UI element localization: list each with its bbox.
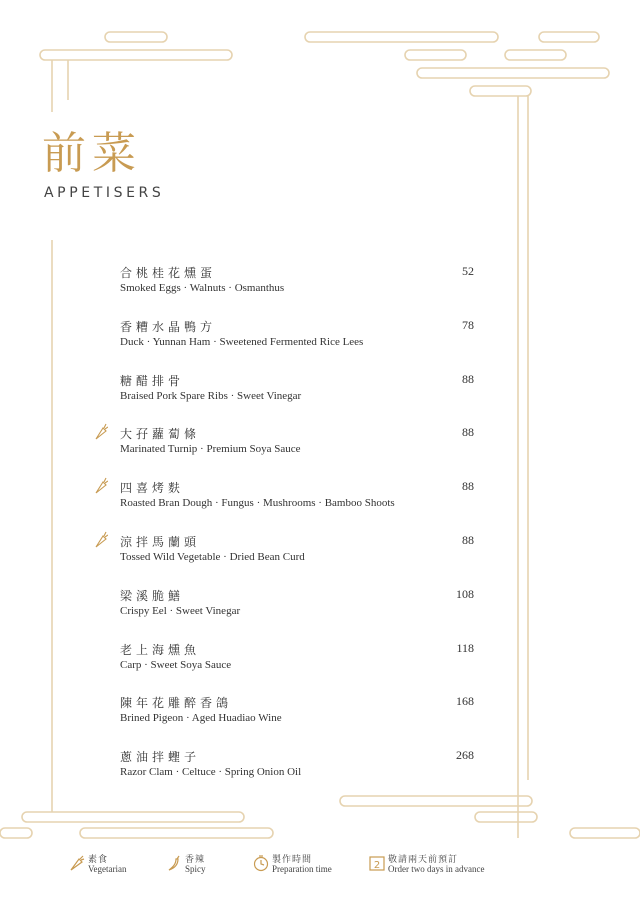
menu-item-price: 52: [462, 264, 474, 278]
calendar-2-icon: [368, 854, 386, 872]
menu-item-price: 78: [462, 317, 474, 332]
menu-item-name-zh: 涼拌馬蘭頭: [120, 535, 201, 549]
menu-item-price: 88: [462, 533, 474, 547]
menu-item: [120, 318, 480, 358]
menu-item-price: 88: [462, 371, 474, 386]
menu-item-name-zh: 大孖蘿蔔條: [120, 427, 201, 442]
carrot-icon: [68, 854, 86, 872]
menu-item-name-en: Smoked Eggs · Walnuts · Osmanthus: [120, 282, 285, 294]
menu-item-name-zh: 蔥油拌蟶子: [120, 750, 201, 765]
vegetarian-carrot-icon: [94, 423, 108, 441]
menu-item: [120, 748, 480, 788]
menu-item: [120, 641, 480, 681]
menu-item-name-zh: 四喜烤麩: [120, 481, 185, 496]
legend-spicy-zh: 香辣: [185, 854, 206, 864]
menu-item-price: 268: [456, 748, 474, 763]
menu-item-name-en: Braised Pork Spare Ribs · Sweet Vinegar: [120, 389, 302, 402]
menu-item: [120, 587, 480, 627]
legend-spicy-en: Spicy: [185, 864, 206, 874]
menu-item: [120, 533, 480, 573]
calendar-badge: 2: [373, 860, 381, 871]
menu-item: [120, 479, 480, 519]
menu-item-name-en: Crispy Eel · Sweet Vinegar: [120, 604, 241, 617]
vegetarian-carrot-icon: [94, 531, 108, 549]
legend-advance-zh: 敬請兩天前預訂: [388, 854, 459, 864]
menu-item-name-zh: 陳年花雕醉香鴿: [120, 696, 233, 711]
menu-item-price: 88: [462, 425, 474, 440]
legend-vegetarian-zh: 素食: [88, 854, 109, 864]
menu-item-name-zh: 糖醋排骨: [120, 373, 185, 388]
menu-item-name-en: Roasted Bran Dough · Fungus · Mushrooms · Bamboo Shoots: [120, 497, 395, 510]
menu-item: [120, 372, 480, 412]
menu-item: [120, 264, 480, 304]
legend-vegetarian-en: Vegetarian: [88, 864, 127, 874]
section-title-english: APPETISERS: [44, 185, 165, 201]
menu-item-name-zh: 合桃桂花燻蛋: [120, 266, 217, 280]
clock-icon: [252, 854, 270, 872]
menu-item-name-en: Tossed Wild Vegetable · Dried Bean Curd: [120, 551, 305, 563]
menu-item-price: 108: [456, 586, 474, 601]
menu-item-price: 88: [462, 479, 474, 494]
chili-icon: [165, 854, 183, 872]
menu-item-name-zh: 梁溪脆鱔: [120, 588, 185, 603]
menu-item: [120, 425, 480, 465]
legend-prep-en: Preparation time: [272, 864, 332, 874]
menu-item-name-zh: 老上海燻魚: [120, 642, 201, 657]
section-title-chinese: 前菜: [42, 128, 142, 179]
legend-prep-zh: 製作時間: [272, 854, 313, 864]
menu-item: [120, 694, 480, 734]
menu-item-name-en: Marinated Turnip · Premium Soya Sauce: [120, 443, 301, 456]
menu-item-name-en: Carp · Sweet Soya Sauce: [120, 658, 232, 671]
menu-item-name-en: Razor Clam · Celtuce · Spring Onion Oil: [120, 766, 302, 779]
menu-item-price: 168: [456, 694, 474, 709]
menu-item-name-zh: 香糟水晶鴨方: [120, 319, 217, 334]
menu-item-price: 118: [456, 640, 474, 655]
legend-advance-en: Order two days in advance: [388, 864, 485, 874]
menu-item-name-en: Duck · Yunnan Ham · Sweetened Fermented Rice Lees: [120, 335, 364, 348]
vegetarian-carrot-icon: [94, 477, 108, 495]
menu-item-name-en: Brined Pigeon · Aged Huadiao Wine: [120, 712, 282, 725]
